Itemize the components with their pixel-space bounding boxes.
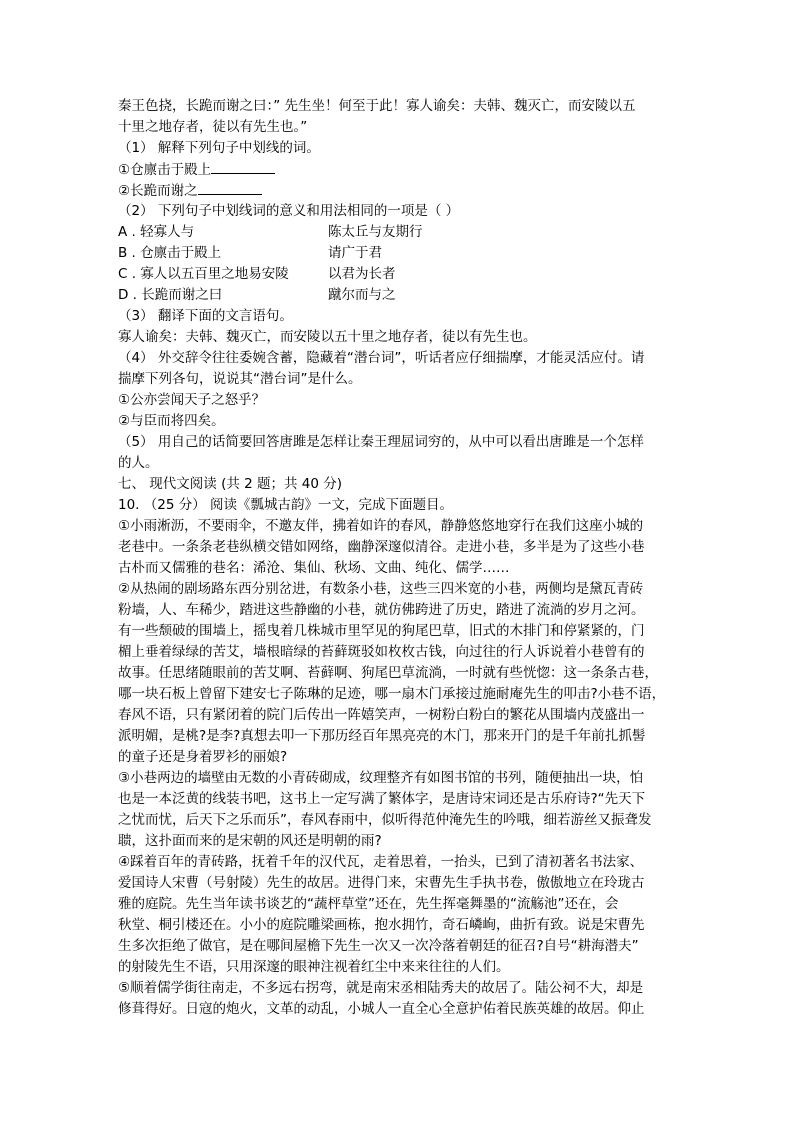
question-1-item: ①仓廪击于殿上 bbox=[118, 159, 678, 180]
intro-line: 秦王色挠，长跪而谢之曰：” 先生坐！何至于此！寡人谕矣：夫韩、魏灭亡，而安陵以五 bbox=[118, 98, 636, 114]
section-heading: 七、 现代文阅读 (共 2 题；共 40 分) bbox=[118, 476, 343, 492]
question-3-text: 寡人谕矣：夫韩、魏灭亡，而安陵以五十里之地存者，徒以有先生也。 bbox=[118, 329, 537, 345]
document-page bbox=[118, 96, 678, 1020]
option-a: A . 轻寡人与 陈太丘与友期行 bbox=[118, 224, 423, 240]
option-d: D . 长跪而谢之曰 蹴尔而与之 bbox=[118, 287, 396, 303]
option-c: C . 寡人以五百里之地易安陵 以君为长者 bbox=[118, 266, 396, 282]
question-5-line: （5） 用自己的话简要回答唐雎是怎样让秦王理屈词穷的，从中可以看出唐雎是一个怎样 bbox=[118, 434, 644, 450]
question-4-line: （4） 外交辞令往往委婉含蓄，隐藏着“潜台词”，听话者应仔细揣摩，才能灵活应付。请 bbox=[118, 350, 645, 366]
question-4-item: ②与臣而将四矣。 bbox=[118, 413, 225, 429]
answer-blank[interactable] bbox=[198, 180, 262, 195]
question-4-line: 揣摩下列各句，说说其“潜台词”是什么。 bbox=[118, 371, 362, 387]
question-2-label: （2） 下列句子中划线词的意义和用法相同的一项是（ ） bbox=[118, 203, 460, 219]
question-10-label: 10. （25 分） 阅读《瓢城古韵》一文，完成下面题目。 bbox=[118, 497, 454, 513]
intro-line: 十里之地存者，徒以有先生也。” bbox=[118, 119, 308, 135]
question-1-label: （1） 解释下列句子中划线的词。 bbox=[118, 140, 320, 156]
question-3-label: （3） 翻译下面的文言语句。 bbox=[118, 308, 293, 324]
paragraph-2: ②从热闹的剧场路东西分别岔进，有数条小巷，这些三四米宽的小巷，两侧均是黛瓦青砖 粉墙，人、车稀少，踏进这些静幽的小巷，就仿佛跨进了历史，踏进了流淌的岁月之河。 有一些颓破的围墙上，摇曳着几株城市里罕见的狗尾巴草，旧式的木排门和停紧紧的，门 楣上垂着绿绿的苦艾，墙根暗绿的苔藓斑驳如枚枚古钱，向过往的行人诉说着小巷曾有的 故事。任思绪随眼前的苦艾啊、苔藓啊、狗尾巴草流淌，一时就有些恍惚：这一条条古巷， 哪一块石板上曾留下建安七子陈琳的足迹，哪一扇木门承接过施耐庵先生的叩击?小巷不语， 春风不语，只有紧闭着的院门后传出一阵嬉笑声，一树粉白粉白的繁花从围墙内茂盛出一 派明媚，是桃?是李?真想去叩一下那历经百年黑亮亮的木门，那来开门的是千年前扎抓髻 的童子还是身着罗衫的丽娘? bbox=[118, 581, 666, 765]
question-1-item: ②长跪而谢之 bbox=[118, 180, 678, 201]
paragraph-3: ③小巷两边的墙壁由无数的小青砖砌成，纹理整齐有如图书馆的书列，随便抽出一块，怕 也是一本泛黄的线装书吧，这书上一定写满了繁体字，是唐诗宋词还是古乐府诗?“先天下 之忧而忧，后天下之乐而乐”，春风春雨中，似听得范仲淹先生的吟哦，细若游丝又振聋发 聩，这扑面而来的是宋朝的风还是明朝的雨? bbox=[118, 770, 652, 849]
option-b: B . 仓廪击于殿上 请广于君 bbox=[118, 245, 382, 261]
paragraph-5: ⑤顺着儒学街往南走，不多远右拐弯，就是南宋丞相陆秀夫的故居了。陆公祠不大，却是 修葺得好。日寇的炮火，文革的动乱，小城人一直全心全意护佑着民族英雄的故居。仰止 bbox=[118, 980, 645, 1017]
paragraph-4: ④踩着百年的青砖路，抚着千年的汉代瓦，走着思着，一抬头，已到了清初著名书法家、 爱国诗人宋曹（号射陵）先生的故居。进得门来，宋曹先生手执书卷，傲傲地立在玲珑古 雅的庭院。先生当年读书谈艺的“蔬枰草堂”还在，先生挥毫舞墨的“流觞池”还在，会 秋堂、桐引楼还在。小小的庭院雕梁画栋，抱水拥竹，奇石嶙峋，曲折有致。说是宋曹先 生多次拒绝了做官，是在哪间屋檐下先生一次又一次冷落着朝廷的征召?自号“耕海潜夫” 的射陵先生不语，只用深邃的眼神注视着红尘中来来往往的人们。 bbox=[118, 854, 645, 975]
question-5-line: 的人。 bbox=[118, 455, 159, 471]
question-4-item: ①公亦尝闻天子之怒乎？ bbox=[118, 392, 266, 408]
paragraph-1: ①小雨淅沥，不要雨伞，不邀友伴，拂着如许的春风，静静悠悠地穿行在我们这座小城的 老巷中。一条条老巷纵横交错如网络，幽静深邃似清谷。走进小巷，多半是为了这些小巷 古朴而又儒雅的巷名：浠沧、集仙、秋场、文曲、纯化、儒学…… bbox=[118, 518, 645, 576]
answer-blank[interactable] bbox=[211, 159, 275, 174]
